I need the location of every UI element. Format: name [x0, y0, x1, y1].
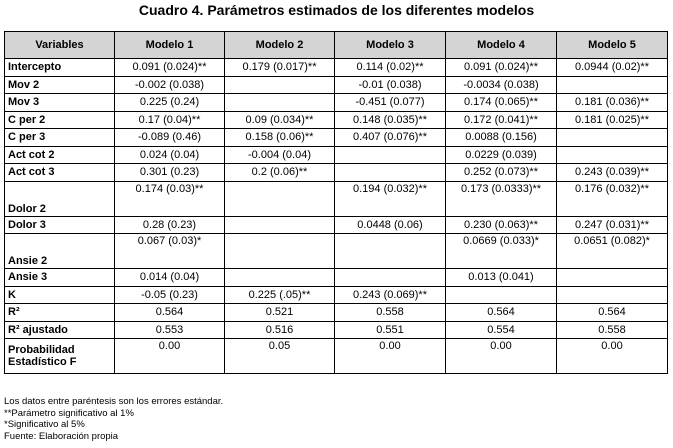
row-label: Mov 3 [5, 94, 115, 112]
row-label: Intercepto [5, 59, 115, 77]
cell-modelo-4: 0.0669 (0.033)* [446, 234, 557, 269]
table-row [5, 111, 668, 129]
cell-modelo-4: 0.0088 (0.156) [446, 129, 557, 147]
row-label: C per 3 [5, 129, 115, 147]
cell-modelo-3: 0.114 (0.02)** [335, 59, 446, 77]
cell-modelo-3 [335, 269, 446, 287]
cell-modelo-4 [446, 286, 557, 304]
row-label: Ansie 3 [5, 269, 115, 287]
cell-modelo-3: 0.00 [335, 339, 446, 374]
cell-modelo-2 [225, 76, 335, 94]
table-row [5, 339, 668, 374]
table-row [5, 146, 668, 164]
cell-modelo-3: -0.01 (0.038) [335, 76, 446, 94]
note-sig-5: *Significativo al 5% [4, 419, 85, 430]
row-label: C per 2 [5, 111, 115, 129]
table-row [5, 164, 668, 182]
table-title: Cuadro 4. Parámetros estimados de los diferentes modelos [138, 2, 535, 18]
cell-modelo-2: 0.179 (0.017)** [225, 59, 335, 77]
row-label: R² [5, 304, 115, 322]
note-errors: Los datos entre paréntesis son los errores estándar. [4, 396, 224, 407]
cell-modelo-5 [557, 146, 668, 164]
cell-modelo-5: 0.564 [557, 304, 668, 322]
cell-modelo-5: 0.181 (0.036)** [557, 94, 668, 112]
table-row [5, 181, 668, 216]
table-row [5, 286, 668, 304]
row-label: Dolor 2 [5, 181, 115, 216]
cell-modelo-4: 0.252 (0.073)** [446, 164, 557, 182]
cell-modelo-4: 0.174 (0.065)** [446, 94, 557, 112]
cell-modelo-1: 0.553 [115, 321, 225, 339]
cell-modelo-4: 0.013 (0.041) [446, 269, 557, 287]
cell-modelo-2: 0.09 (0.034)** [225, 111, 335, 129]
table-row [5, 234, 668, 269]
cell-modelo-5: 0.243 (0.039)** [557, 164, 668, 182]
table-row [5, 76, 668, 94]
cell-modelo-1: -0.05 (0.23) [115, 286, 225, 304]
cell-modelo-1: 0.564 [115, 304, 225, 322]
table-row [5, 94, 668, 112]
table-row [5, 216, 668, 234]
cell-modelo-2: 0.521 [225, 304, 335, 322]
cell-modelo-2: 0.225 (.05)** [225, 286, 335, 304]
cell-modelo-2: -0.004 (0.04) [225, 146, 335, 164]
table-row [5, 321, 668, 339]
row-label: Probabilidad Estadístico F [5, 339, 115, 374]
cell-modelo-1: 0.225 (0.24) [115, 94, 225, 112]
note-source: Fuente: Elaboración propia [4, 430, 119, 442]
cell-modelo-2 [225, 234, 335, 269]
cell-modelo-3: 0.194 (0.032)** [335, 181, 446, 216]
cell-modelo-2: 0.158 (0.06)** [225, 129, 335, 147]
table-row [5, 59, 668, 77]
cell-modelo-4: 0.0229 (0.039) [446, 146, 557, 164]
table-row [5, 269, 668, 287]
cell-modelo-2 [225, 216, 335, 234]
cell-modelo-5: 0.247 (0.031)** [557, 216, 668, 234]
cell-modelo-4: -0.0034 (0.038) [446, 76, 557, 94]
cell-modelo-1: 0.067 (0.03)* [115, 234, 225, 269]
cell-modelo-3: 0.0448 (0.06) [335, 216, 446, 234]
cell-modelo-5 [557, 129, 668, 147]
row-label: Act cot 3 [5, 164, 115, 182]
cell-modelo-4: 0.172 (0.041)** [446, 111, 557, 129]
cell-modelo-5: 0.176 (0.032)** [557, 181, 668, 216]
col-header-modelo-2: Modelo 2 [225, 32, 335, 59]
col-header-variables: Variables [5, 32, 115, 59]
cell-modelo-1: 0.00 [115, 339, 225, 374]
cell-modelo-2: 0.2 (0.06)** [225, 164, 335, 182]
cell-modelo-4: 0.173 (0.0333)** [446, 181, 557, 216]
col-header-modelo-3: Modelo 3 [335, 32, 446, 59]
cell-modelo-5: 0.181 (0.025)** [557, 111, 668, 129]
cell-modelo-4: 0.564 [446, 304, 557, 322]
cell-modelo-3: 0.243 (0.069)** [335, 286, 446, 304]
row-label: Mov 2 [5, 76, 115, 94]
cell-modelo-4: 0.091 (0.024)** [446, 59, 557, 77]
cell-modelo-1: 0.301 (0.23) [115, 164, 225, 182]
cell-modelo-3: -0.451 (0.077) [335, 94, 446, 112]
cell-modelo-2 [225, 94, 335, 112]
cell-modelo-2: 0.05 [225, 339, 335, 374]
cell-modelo-5 [557, 286, 668, 304]
row-label: Ansie 2 [5, 234, 115, 269]
cell-modelo-3: 0.551 [335, 321, 446, 339]
table-row [5, 304, 668, 322]
parameters-table [4, 31, 668, 374]
row-label: Act cot 2 [5, 146, 115, 164]
cell-modelo-4: 0.00 [446, 339, 557, 374]
note-sig-1: **Parámetro significativo al 1% [4, 407, 134, 419]
cell-modelo-5: 0.0944 (0.02)** [557, 59, 668, 77]
cell-modelo-1: 0.28 (0.23) [115, 216, 225, 234]
table-row [5, 129, 668, 147]
cell-modelo-1: 0.174 (0.03)** [115, 181, 225, 216]
cell-modelo-3: 0.407 (0.076)** [335, 129, 446, 147]
cell-modelo-4: 0.230 (0.063)** [446, 216, 557, 234]
row-label: K [5, 286, 115, 304]
cell-modelo-1: 0.024 (0.04) [115, 146, 225, 164]
row-label: R² ajustado [5, 321, 115, 339]
cell-modelo-1: -0.089 (0.46) [115, 129, 225, 147]
col-header-modelo-5: Modelo 5 [557, 32, 668, 59]
cell-modelo-3 [335, 234, 446, 269]
cell-modelo-1: -0.002 (0.038) [115, 76, 225, 94]
cell-modelo-5: 0.558 [557, 321, 668, 339]
cell-modelo-1: 0.17 (0.04)** [115, 111, 225, 129]
row-label: Dolor 3 [5, 216, 115, 234]
cell-modelo-3: 0.148 (0.035)** [335, 111, 446, 129]
cell-modelo-1: 0.091 (0.024)** [115, 59, 225, 77]
cell-modelo-5 [557, 269, 668, 287]
cell-modelo-5 [557, 76, 668, 94]
cell-modelo-2 [225, 269, 335, 287]
cell-modelo-5: 0.00 [557, 339, 668, 374]
cell-modelo-4: 0.554 [446, 321, 557, 339]
cell-modelo-1: 0.014 (0.04) [115, 269, 225, 287]
cell-modelo-5: 0.0651 (0.082)* [557, 234, 668, 269]
cell-modelo-3: 0.558 [335, 304, 446, 322]
cell-modelo-3 [335, 164, 446, 182]
cell-modelo-2 [225, 181, 335, 216]
table-notes [4, 396, 223, 442]
col-header-modelo-1: Modelo 1 [115, 32, 225, 59]
header-row [5, 32, 668, 59]
cell-modelo-2: 0.516 [225, 321, 335, 339]
col-header-modelo-4: Modelo 4 [446, 32, 557, 59]
cell-modelo-3 [335, 146, 446, 164]
